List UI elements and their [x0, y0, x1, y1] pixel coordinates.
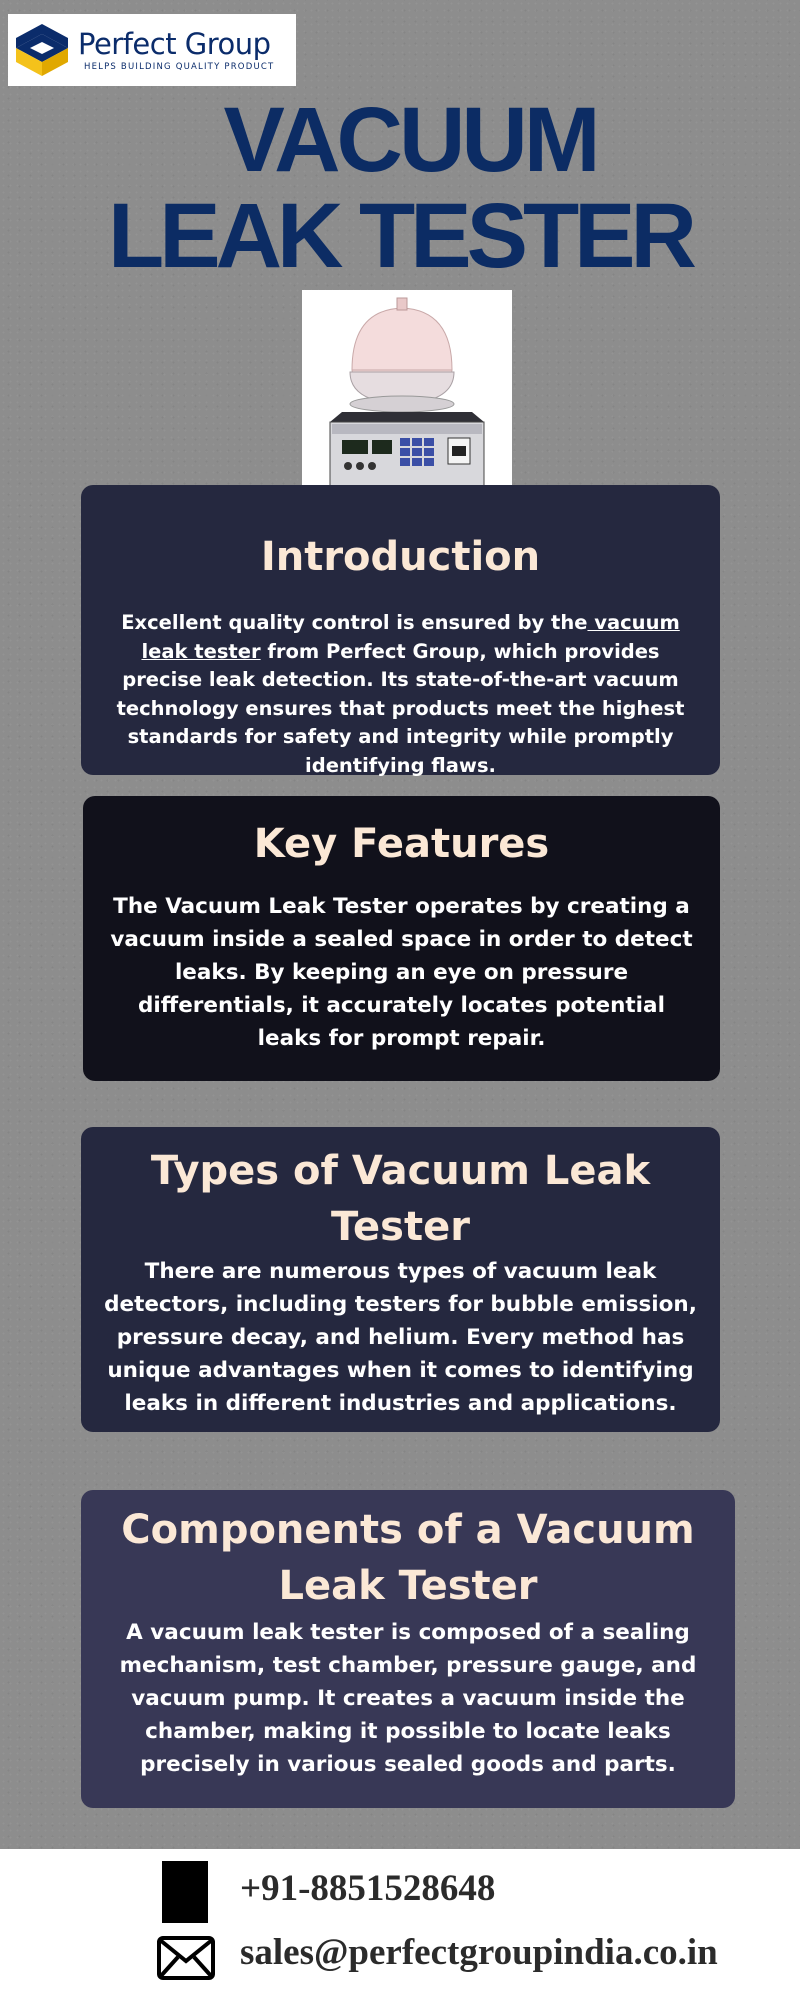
components-text: A vacuum leak tester is composed of a sealing mechanism, test chamber, pressure gauge, and vacuum pump. It creates a vacuum inside the chamber, making it possible to locate leaks precisely in various sealed goods and parts.	[119, 1620, 697, 1777]
mail-icon	[156, 1935, 216, 1981]
email-address[interactable]: sales@perfectgroupindia.co.in	[240, 1932, 718, 1973]
brand-logo[interactable]	[8, 14, 296, 86]
vacuum-leak-tester-icon	[302, 290, 512, 501]
components-heading: Components of a Vacuum Leak Tester	[121, 1507, 695, 1609]
brand-name: Perfect Group	[78, 27, 271, 61]
page-title-line-1: VACUUM	[223, 89, 597, 191]
introduction-card	[81, 485, 720, 775]
phone-number[interactable]: +91-8851528648	[240, 1868, 496, 1909]
page-title-line-2: LEAK TESTER	[108, 185, 692, 287]
logo-mark-icon	[12, 18, 76, 82]
key-features-heading: Key Features	[253, 821, 550, 867]
key-features-text: The Vacuum Leak Tester operates by creating a vacuum inside a sealed space in order to detect leaks. By keeping an eye on pressure differentials, it accurately locates potential leaks for prompt repair.	[110, 894, 693, 1051]
introduction-heading: Introduction	[260, 534, 541, 580]
product-image	[302, 290, 512, 501]
phone-icon	[162, 1861, 208, 1923]
vacuum-leak-tester-link[interactable]: vacuum leak tester	[141, 611, 680, 663]
types-heading: Types of Vacuum Leak Tester	[150, 1148, 651, 1250]
introduction-text-start: Excellent quality control is ensured by the	[121, 611, 588, 634]
introduction-text-end: from Perfect Group, which provides precise leak detection. Its state-of-the-art vacuum technology ensures that products meet the highest standards for safety and integrity while promptly identifying flaws.	[116, 639, 685, 777]
components-card	[81, 1490, 735, 1808]
key-features-card	[83, 796, 720, 1081]
types-card	[81, 1127, 720, 1432]
introduction-text	[101, 609, 700, 780]
types-text: There are numerous types of vacuum leak detectors, including testers for bubble emission, pressure decay, and helium. Every method has unique advantages when it comes to identifying leaks in different industries and applications.	[104, 1259, 697, 1416]
brand-tagline: HELPS BUILDING QUALITY PRODUCT	[84, 62, 275, 72]
contact-footer	[0, 1849, 800, 2000]
